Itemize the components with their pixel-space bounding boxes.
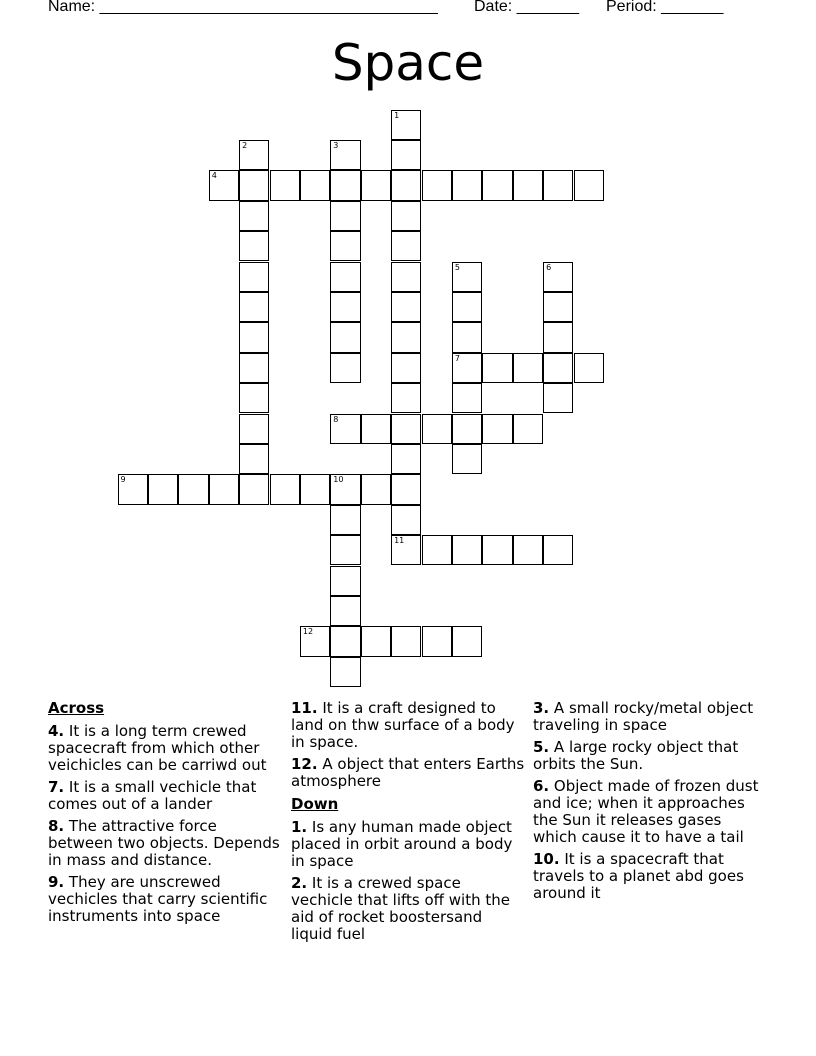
crossword-cell[interactable]	[422, 626, 452, 656]
crossword-cell[interactable]	[574, 353, 604, 383]
crossword-cell[interactable]	[239, 140, 269, 170]
crossword-cell[interactable]	[148, 474, 178, 504]
clue-text: A object that enters Earths atmosphere	[291, 755, 525, 790]
clue-text: It is a spacecraft that travels to a planet abd goes around it	[533, 850, 744, 902]
crossword-cell[interactable]	[330, 262, 360, 292]
crossword-cell[interactable]	[543, 353, 573, 383]
clue-text: Is any human made object placed in orbit around a body in space	[291, 818, 513, 870]
crossword-cell[interactable]	[239, 322, 269, 352]
clue-across-9	[48, 874, 284, 925]
crossword-cell[interactable]	[330, 596, 360, 626]
crossword-cell[interactable]	[391, 414, 421, 444]
cell-number: 6	[546, 262, 552, 272]
crossword-cell[interactable]	[239, 444, 269, 474]
crossword-cell[interactable]	[330, 322, 360, 352]
cell-number: 7	[454, 353, 460, 363]
clue-across-7	[48, 779, 284, 813]
crossword-cell[interactable]	[361, 626, 391, 656]
crossword-cell[interactable]	[391, 626, 421, 656]
clue-column-1	[48, 700, 284, 930]
cell-number: 4	[211, 171, 217, 181]
crossword-cell[interactable]	[391, 140, 421, 170]
clue-text: It is a long term crewed spacecraft from which other veichicles can be carriwd out	[48, 722, 267, 774]
crossword-cell[interactable]	[270, 170, 300, 200]
cell-number: 3	[333, 140, 339, 150]
crossword-cell[interactable]	[422, 535, 452, 565]
crossword-cell[interactable]	[330, 292, 360, 322]
crossword-cell[interactable]	[330, 505, 360, 535]
crossword-cell[interactable]	[361, 474, 391, 504]
cell-number: 5	[454, 262, 460, 272]
crossword-cell[interactable]	[391, 170, 421, 200]
clue-number: 8.	[48, 817, 65, 835]
clue-number: 3.	[533, 699, 550, 717]
crossword-cell[interactable]	[543, 535, 573, 565]
crossword-cell[interactable]	[330, 201, 360, 231]
date-field-label: Date: _______	[474, 0, 579, 15]
period-field-label: Period: _______	[606, 0, 724, 15]
crossword-cell[interactable]	[391, 444, 421, 474]
cell-number: 10	[333, 475, 344, 485]
crossword-cell[interactable]	[482, 170, 512, 200]
crossword-cell[interactable]	[270, 474, 300, 504]
crossword-cell[interactable]	[330, 140, 360, 170]
crossword-cell[interactable]	[330, 566, 360, 596]
crossword-cell[interactable]	[452, 262, 482, 292]
clue-number: 1.	[291, 818, 308, 836]
cell-number: 1	[394, 110, 400, 120]
crossword-cell[interactable]	[513, 535, 543, 565]
crossword-cell[interactable]	[330, 170, 360, 200]
clue-number: 7.	[48, 778, 65, 796]
clue-down-3	[533, 700, 769, 734]
page-title: Space	[331, 34, 485, 92]
crossword-cell[interactable]	[239, 170, 269, 200]
clue-number: 11.	[291, 699, 318, 717]
clue-down-5	[533, 739, 769, 773]
clue-text: It is a small vechicle that comes out of a lander	[48, 778, 257, 813]
crossword-cell[interactable]	[300, 170, 330, 200]
clue-column-2	[291, 700, 527, 948]
crossword-cell[interactable]	[482, 414, 512, 444]
crossword-cell[interactable]	[452, 444, 482, 474]
crossword-cell[interactable]	[452, 322, 482, 352]
name-field-label: Name: ______________________________________	[48, 0, 438, 15]
clue-across-12	[291, 756, 527, 790]
crossword-cell[interactable]	[391, 110, 421, 140]
crossword-cell[interactable]	[361, 170, 391, 200]
clue-down-6	[533, 778, 769, 846]
crossword-cell[interactable]	[330, 353, 360, 383]
cell-number: 8	[333, 414, 339, 424]
cell-number: 11	[394, 536, 405, 546]
clue-number: 4.	[48, 722, 65, 740]
crossword-cell[interactable]	[543, 383, 573, 413]
clue-text: They are unscrewed vechicles that carry scientific instruments into space	[48, 873, 268, 925]
crossword-cell[interactable]	[543, 322, 573, 352]
crossword-cell[interactable]	[391, 292, 421, 322]
crossword-cell[interactable]	[452, 353, 482, 383]
crossword-cell[interactable]	[209, 474, 239, 504]
crossword-cell[interactable]	[391, 231, 421, 261]
clue-across-8	[48, 818, 284, 869]
crossword-cell[interactable]	[239, 353, 269, 383]
crossword-cell[interactable]	[543, 170, 573, 200]
crossword-cell[interactable]	[330, 414, 360, 444]
crossword-cell[interactable]	[452, 626, 482, 656]
crossword-cell[interactable]	[513, 170, 543, 200]
clue-text: Object made of frozen dust and ice; when it approaches the Sun it releases gases which cause it to have a tail	[533, 777, 759, 846]
clue-column-3	[533, 700, 769, 907]
crossword-cell[interactable]	[239, 201, 269, 231]
crossword-cell[interactable]	[361, 414, 391, 444]
clue-text: A large rocky object that orbits the Sun.	[533, 738, 739, 773]
crossword-cell[interactable]	[574, 170, 604, 200]
clue-text: It is a craft designed to land on thw surface of a body in space.	[291, 699, 515, 751]
crossword-cell[interactable]	[391, 505, 421, 535]
clue-number: 5.	[533, 738, 550, 756]
cell-number: 2	[242, 140, 248, 150]
crossword-cell[interactable]	[391, 383, 421, 413]
crossword-cell[interactable]	[513, 353, 543, 383]
crossword-cell[interactable]	[391, 535, 421, 565]
crossword-cell[interactable]	[239, 262, 269, 292]
crossword-cell[interactable]	[452, 383, 482, 413]
clue-number: 12.	[291, 755, 318, 773]
crossword-cell[interactable]	[300, 626, 330, 656]
crossword-cell[interactable]	[239, 414, 269, 444]
crossword-cell[interactable]	[391, 474, 421, 504]
cell-number: 12	[302, 627, 314, 637]
crossword-cell[interactable]	[118, 474, 148, 504]
crossword-cell[interactable]	[543, 292, 573, 322]
across-heading: Across	[48, 699, 105, 717]
crossword-cell[interactable]	[239, 383, 269, 413]
clue-text: A small rocky/metal object traveling in space	[533, 699, 754, 734]
crossword-cell[interactable]	[452, 535, 482, 565]
crossword-cell[interactable]	[178, 474, 208, 504]
crossword-cell[interactable]	[543, 262, 573, 292]
crossword-cell[interactable]	[391, 322, 421, 352]
crossword-cell[interactable]	[300, 474, 330, 504]
clue-number: 10.	[533, 850, 560, 868]
crossword-cell[interactable]	[330, 474, 360, 504]
crossword-cell[interactable]	[391, 201, 421, 231]
clue-across-4	[48, 723, 284, 774]
clue-number: 2.	[291, 874, 308, 892]
crossword-cell[interactable]	[422, 170, 452, 200]
clue-across-11	[291, 700, 527, 751]
clue-number: 6.	[533, 777, 550, 795]
crossword-cell[interactable]	[422, 414, 452, 444]
crossword-cell[interactable]	[482, 353, 512, 383]
crossword-cell[interactable]	[391, 262, 421, 292]
clue-down-2	[291, 875, 527, 943]
crossword-cell[interactable]	[239, 292, 269, 322]
crossword-cell[interactable]	[239, 231, 269, 261]
crossword-cell[interactable]	[330, 535, 360, 565]
crossword-cell[interactable]	[239, 474, 269, 504]
crossword-cell[interactable]	[330, 626, 360, 656]
crossword-cell[interactable]	[482, 535, 512, 565]
crossword-cell[interactable]	[452, 170, 482, 200]
crossword-cell[interactable]	[391, 353, 421, 383]
clue-text: The attractive force between two objects. Depends in mass and distance.	[48, 817, 280, 869]
crossword-cell[interactable]	[209, 170, 239, 200]
crossword-cell[interactable]	[330, 657, 360, 687]
clue-down-1	[291, 819, 527, 870]
crossword-cell[interactable]	[330, 231, 360, 261]
cell-number: 9	[120, 475, 126, 485]
crossword-cell[interactable]	[452, 292, 482, 322]
down-heading: Down	[291, 795, 339, 813]
crossword-cell[interactable]	[513, 414, 543, 444]
clue-down-10	[533, 851, 769, 902]
crossword-cell[interactable]	[452, 414, 482, 444]
clue-text: It is a crewed space vechicle that lifts off with the aid of rocket boostersand liquid fuel	[291, 874, 510, 943]
clue-number: 9.	[48, 873, 65, 891]
